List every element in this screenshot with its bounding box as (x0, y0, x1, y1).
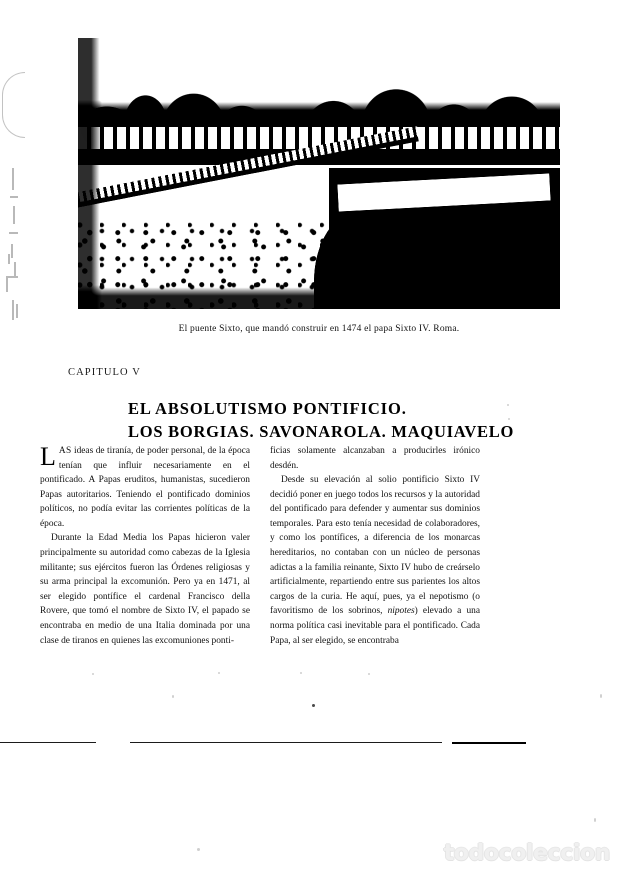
chapter-title-line-1: EL ABSOLUTISMO PONTIFICIO. (128, 399, 407, 419)
scan-speck (197, 848, 200, 851)
paragraph-italic-term: nipotes (387, 606, 415, 617)
paragraph: ficias solamente alcanzaban a producirles irónico desdén. (270, 446, 480, 471)
photograph-ponte-sisto (78, 38, 560, 309)
scan-speck (600, 694, 602, 698)
figure-caption: El puente Sixto, que mandó construir en 1474 el papa Sixto IV. Roma. (178, 324, 460, 334)
scan-edge-artifacts (0, 0, 34, 876)
figure-bridge-photo (78, 38, 560, 334)
text-column-left (40, 444, 250, 648)
scan-speck (300, 672, 302, 674)
paragraph-text: ) elevado a una norma política casi inevitable para el pontificado. Cada Papa, al ser elegido, se encontraba (270, 606, 480, 646)
scan-speck (312, 704, 315, 707)
scan-speck (218, 672, 220, 674)
body-text (40, 444, 480, 648)
chapter-label: CAPITULO V (68, 367, 141, 378)
horizontal-rule (0, 742, 620, 744)
paragraph (40, 444, 250, 531)
paragraph-text: Desde su elevación al solio pontificio Sixto IV decidió poner en juego todos los recursos y la autoridad del pontificado para defender y aumentar sus dominios temporales. Para esto tenía necesidad de colaboradores, y como los pontífices, a diferencia de los monarcas hereditarios, no contaban con un núcleo de personas adictas a la familia reinante, Sixto IV hubo de creárselo artificialmente, repartiendo entre sus parientes los altos cargos de la curia. He aquí, pues, ya el nepotismo (o favoritismo de los sobrinos, (270, 475, 480, 617)
drop-cap: L (40, 442, 56, 471)
text-column-right (270, 444, 480, 648)
paragraph (270, 473, 480, 648)
watermark: todocoleccion (443, 841, 610, 866)
paragraph-text: ideas de tiranía, de poder personal, de la época tenían que influir necesariamente en el pontificado. A Papas eruditos, humanistas, sucedieron Papas autoritarios. Teniendo el pontificado dominios políticos, no podía evitar las corrientes políticas de la época. (40, 446, 250, 529)
rule-segment (0, 742, 96, 743)
photo-bottom-edge (78, 285, 560, 309)
chapter-title-line-2: LOS BORGIAS. SAVONAROLA. MAQUIAVELO (128, 422, 515, 442)
rule-segment (452, 742, 526, 744)
paragraph: Durante la Edad Media los Papas hicieron valer principalmente su autoridad como cabezas de la Iglesia militante; sus ejércitos fueron las Órdenes religiosas y su arma principal la excomunión. Pero ya en 1471, al ser elegido pontífice el cardenal Francisco della Rovere, que tomó el nombre de Sixto IV, el papado se encontraba en medio de una Italia dominada por una clase de tiranos en quienes las excomuniones ponti- (40, 533, 250, 646)
paragraph-small-caps: AS (58, 446, 72, 456)
page-title (128, 397, 528, 444)
scan-speck (368, 673, 370, 675)
scan-speck (92, 673, 94, 675)
rule-segment (130, 742, 442, 743)
scan-speck (172, 695, 174, 698)
scan-speck (594, 818, 596, 822)
photo-left-edge (78, 38, 102, 309)
